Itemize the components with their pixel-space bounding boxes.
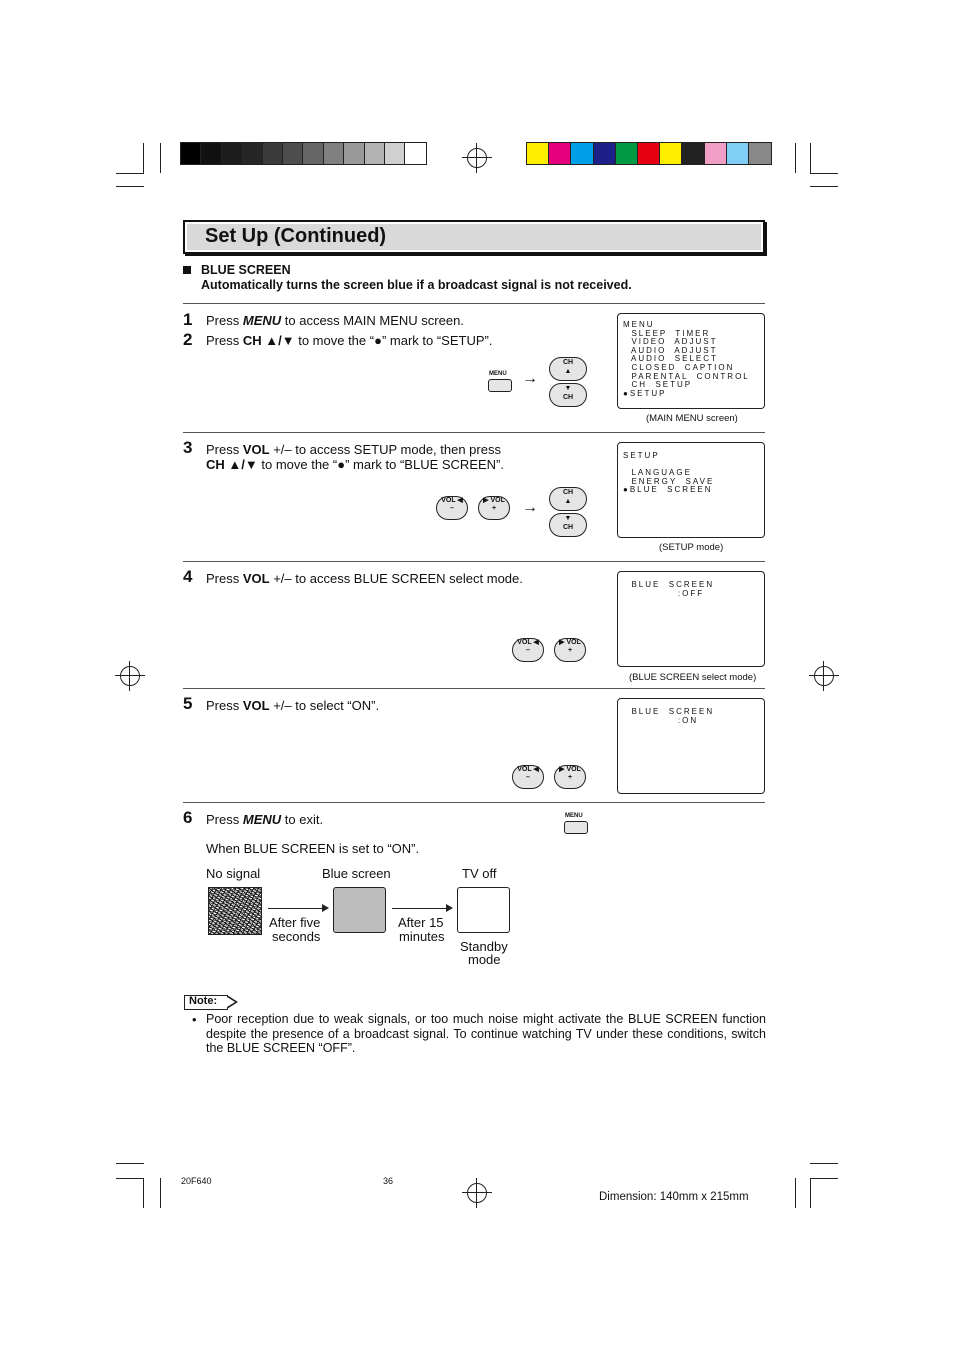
crop-mark (795, 1178, 796, 1208)
screen-menu-line: ENERGY SAVE (623, 476, 715, 486)
screen-menu-line: VIDEO ADJUST (623, 337, 718, 347)
vol-minus-button-icon: VOL ◀ – (436, 496, 468, 520)
step-5-text: Press VOL +/– to select “ON”. (206, 698, 380, 713)
step-6-text: Press MENU to exit. (206, 812, 324, 827)
color-swatch (201, 143, 221, 164)
flow-arrow-1 (268, 908, 324, 909)
crop-mark (810, 1163, 838, 1164)
ch-up-button-icon: CH ▲ (549, 487, 587, 511)
no-signal-label: No signal (206, 866, 261, 881)
screen-menu-line: CH SETUP (623, 380, 693, 390)
model-number: 20F640 (181, 1176, 212, 1186)
vol-plus-button-icon: ▶ VOL + (554, 765, 586, 789)
title-banner (183, 220, 765, 254)
registration-mark-icon (467, 148, 487, 168)
blue-screen-label: Blue screen (322, 866, 391, 881)
menu-button-icon (564, 821, 588, 834)
mode-label: mode (468, 952, 501, 967)
section-description: Automatically turns the screen blue if a broadcast signal is not received. (201, 278, 632, 292)
color-swatch (616, 143, 638, 164)
menu-button-label: MENU (489, 371, 507, 377)
color-swatch (263, 143, 283, 164)
color-swatch (682, 143, 704, 164)
step-2-text: Press CH ▲/▼ to move the “●” mark to “SETUP”. (206, 333, 493, 348)
step-number: 2 (183, 330, 193, 349)
crop-mark (116, 173, 144, 174)
screen-menu-line: MENU (623, 320, 655, 329)
color-swatch (405, 143, 425, 164)
crop-mark (116, 1178, 144, 1179)
color-swatch (705, 143, 727, 164)
color-swatch (727, 143, 749, 164)
crop-mark (810, 1178, 838, 1179)
divider (183, 432, 765, 433)
ch-up-button-icon: CH ▲ (549, 357, 587, 381)
main-menu-caption: (MAIN MENU screen) (646, 413, 738, 424)
after-15-label: After 15 (398, 915, 444, 930)
when-text: When BLUE SCREEN is set to “ON”. (206, 841, 420, 856)
color-swatch (571, 143, 593, 164)
color-swatch (385, 143, 405, 164)
note-bullet: • (192, 1012, 197, 1027)
step-number: 6 (183, 808, 193, 827)
blue-screen-off-screen (617, 571, 765, 667)
screen-menu-line: ●SETUP (623, 388, 667, 398)
color-swatch (303, 143, 323, 164)
crop-mark (810, 143, 811, 173)
section-heading: BLUE SCREEN (201, 263, 291, 277)
flow-arrowhead-icon (446, 904, 453, 912)
note-tag (184, 995, 228, 1010)
step-number: 5 (183, 694, 193, 713)
crop-mark (810, 173, 838, 174)
screen-menu-line: BLUE SCREEN (623, 707, 715, 716)
blue-screen-on-screen (617, 698, 765, 794)
registration-mark-icon (120, 666, 140, 686)
screen-menu-line: :OFF (623, 588, 705, 598)
crop-mark (810, 186, 838, 187)
divider (183, 303, 765, 304)
bullet-square-icon (183, 266, 191, 274)
divider (183, 688, 765, 689)
flow-arrowhead-icon (322, 904, 329, 912)
color-swatch (222, 143, 242, 164)
color-swatch (324, 143, 344, 164)
color-swatch (365, 143, 385, 164)
ch-down-button-icon: ▼ CH (549, 513, 587, 537)
crop-mark (143, 143, 144, 173)
step-number: 1 (183, 310, 193, 329)
page-title: Set Up (Continued) (205, 225, 387, 247)
setup-screen (617, 442, 765, 538)
screen-menu-line: CLOSED CAPTION (623, 362, 735, 372)
screen-menu-line: :ON (623, 715, 699, 725)
color-swatch (344, 143, 364, 164)
color-swatch (527, 143, 549, 164)
crop-mark (116, 1163, 144, 1164)
tv-off-image (457, 887, 510, 933)
crop-mark (810, 1178, 811, 1208)
no-signal-noise-image (208, 887, 262, 935)
setup-caption: (SETUP mode) (659, 542, 724, 553)
arrow-right-icon: → (522, 370, 538, 387)
color-swatch (242, 143, 262, 164)
screen-menu-line: SLEEP TIMER (623, 328, 711, 338)
vol-minus-button-icon: VOL ◀ – (512, 638, 544, 662)
divider (183, 561, 765, 562)
crop-mark (116, 186, 144, 187)
color-swatch (549, 143, 571, 164)
color-swatch (749, 143, 771, 164)
registration-mark-icon (814, 666, 834, 686)
step-1-text: Press MENU to access MAIN MENU screen. (206, 313, 464, 328)
blue-screen-select-caption: (BLUE SCREEN select mode) (629, 672, 757, 683)
color-swatch (638, 143, 660, 164)
after-five-label: After five (269, 915, 321, 930)
menu-button-icon (488, 379, 512, 392)
minutes-label: minutes (399, 929, 445, 944)
step-4-text: Press VOL +/– to access BLUE SCREEN select mode. (206, 571, 523, 586)
screen-menu-line: AUDIO ADJUST (623, 345, 718, 355)
seconds-label: seconds (272, 929, 321, 944)
arrow-right-icon: → (522, 499, 538, 516)
crop-mark (160, 143, 161, 173)
step-3-text: Press VOL +/– to access SETUP mode, then press (206, 442, 501, 457)
page-number: 36 (383, 1176, 394, 1186)
note-label: Note: (189, 995, 218, 1007)
screen-menu-line: LANGUAGE (623, 468, 692, 478)
color-swatch (283, 143, 303, 164)
note-text: Poor reception due to weak signals, or too much noise might activate the BLUE SCREEN function despite the presence of a broadcast signal. To continue watching TV under these conditions, switch the BLUE SCREEN “OFF”. (206, 1012, 766, 1055)
crop-mark (160, 1178, 161, 1208)
vol-plus-button-icon: ▶ VOL + (554, 638, 586, 662)
step-3-text-line2: CH ▲/▼ to move the “●” mark to “BLUE SCREEN”. (206, 457, 504, 472)
color-swatch (181, 143, 201, 164)
standby-label: Standby (460, 939, 508, 954)
color-swatch (660, 143, 682, 164)
flow-arrow-2 (392, 908, 448, 909)
menu-button-label: MENU (565, 813, 583, 819)
ch-down-button-icon: ▼ CH (549, 383, 587, 407)
crop-mark (143, 1178, 144, 1208)
blue-screen-image (333, 887, 386, 933)
registration-mark-icon (467, 1183, 487, 1203)
step-number: 3 (183, 438, 193, 457)
vol-plus-button-icon: ▶ VOL + (478, 496, 510, 520)
screen-menu-line: SETUP (623, 451, 660, 460)
vol-minus-button-icon: VOL ◀ – (512, 765, 544, 789)
color-swatch (594, 143, 616, 164)
tv-off-label: TV off (462, 866, 497, 881)
divider (183, 802, 765, 803)
step-number: 4 (183, 567, 193, 586)
note-arrow-inner (227, 997, 235, 1007)
screen-menu-line: ●BLUE SCREEN (623, 485, 713, 495)
screen-menu-line: AUDIO SELECT (623, 354, 718, 364)
screen-menu-line: PARENTAL CONTROL (623, 371, 750, 381)
dimension-text: Dimension: 140mm x 215mm (599, 1191, 749, 1203)
crop-mark (795, 143, 796, 173)
screen-menu-line: BLUE SCREEN (623, 580, 715, 589)
main-menu-screen (617, 313, 765, 409)
